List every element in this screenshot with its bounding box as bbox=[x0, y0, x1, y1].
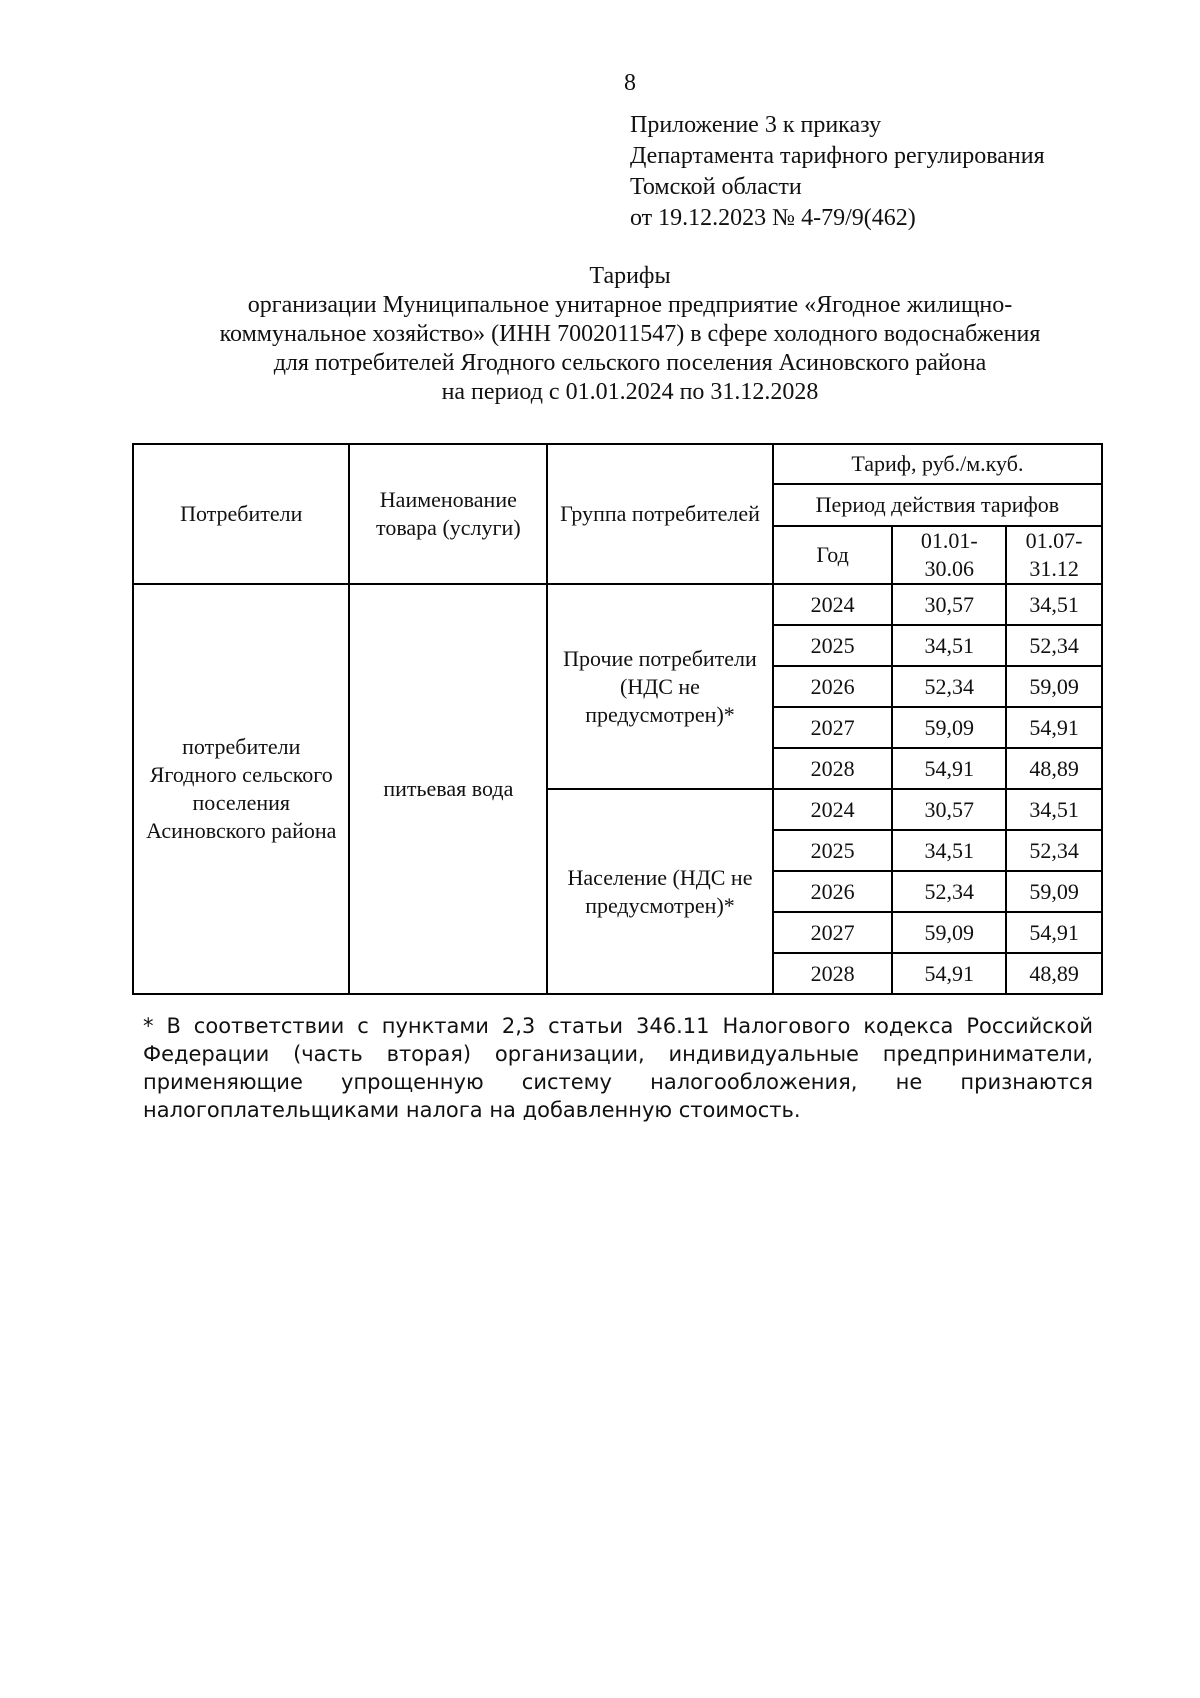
header-tariff: Тариф, руб./м.куб. bbox=[773, 444, 1102, 484]
table-row bbox=[133, 584, 1102, 625]
year-cell: 2027 bbox=[773, 912, 893, 953]
tariff-h2-cell: 59,09 bbox=[1006, 871, 1102, 912]
page-number: 8 bbox=[624, 70, 636, 96]
tariff-table bbox=[132, 443, 1103, 995]
table-header-row bbox=[133, 444, 1102, 484]
header-second-half: 01.07- 31.12 bbox=[1006, 526, 1102, 584]
header-product: Наименование товара (услуги) bbox=[349, 444, 547, 584]
appendix-line: от 19.12.2023 № 4-79/9(462) bbox=[630, 205, 916, 231]
tariff-h1-cell: 54,91 bbox=[892, 953, 1006, 994]
header-year: Год bbox=[773, 526, 893, 584]
tariff-h2-cell: 34,51 bbox=[1006, 584, 1102, 625]
appendix-header bbox=[630, 110, 1045, 234]
tariff-h2-cell: 54,91 bbox=[1006, 912, 1102, 953]
year-cell: 2026 bbox=[773, 666, 893, 707]
year-cell: 2028 bbox=[773, 953, 893, 994]
year-cell: 2027 bbox=[773, 707, 893, 748]
tariff-h2-cell: 59,09 bbox=[1006, 666, 1102, 707]
document-title bbox=[130, 262, 1130, 407]
year-cell: 2024 bbox=[773, 584, 893, 625]
header-consumers: Потребители bbox=[133, 444, 349, 584]
tariff-h1-cell: 59,09 bbox=[892, 912, 1006, 953]
year-cell: 2024 bbox=[773, 789, 893, 830]
group-cell: Население (НДС не предусмотрен)* bbox=[547, 789, 773, 994]
year-cell: 2026 bbox=[773, 871, 893, 912]
title-line: организации Муниципальное унитарное предприятие «Ягодное жилищно- bbox=[247, 292, 1013, 318]
title-line: на период с 01.01.2024 по 31.12.2028 bbox=[441, 379, 819, 405]
appendix-line: Томской области bbox=[630, 174, 802, 200]
title-line: коммунальное хозяйство» (ИНН 7002011547) в сфере холодного водоснабжения bbox=[219, 321, 1041, 347]
footnote bbox=[143, 1012, 1093, 1124]
title-line: для потребителей Ягодного сельского поселения Асиновского района bbox=[273, 350, 987, 376]
tariff-h1-cell: 52,34 bbox=[892, 871, 1006, 912]
year-cell: 2025 bbox=[773, 625, 893, 666]
title-line: Тарифы bbox=[589, 263, 671, 289]
tariff-h2-cell: 48,89 bbox=[1006, 748, 1102, 789]
tariff-h1-cell: 54,91 bbox=[892, 748, 1006, 789]
year-cell: 2025 bbox=[773, 830, 893, 871]
tariff-h2-cell: 54,91 bbox=[1006, 707, 1102, 748]
tariff-h2-cell: 34,51 bbox=[1006, 789, 1102, 830]
consumers-cell: потребители Ягодного сельского поселения Асиновского района bbox=[133, 584, 349, 994]
footnote-text: * В соответствии с пунктами 2,3 статьи 346.11 Налогового кодекса Российской Федерации (часть вторая) организации, индивидуальные предприниматели, применяющие упрощенную систему налогообложения, не признаются налогоплательщиками налога на добавленную стоимость. bbox=[143, 1014, 1093, 1122]
header-group: Группа потребителей bbox=[547, 444, 773, 584]
header-first-half: 01.01- 30.06 bbox=[892, 526, 1006, 584]
appendix-line: Департамента тарифного регулирования bbox=[630, 143, 1045, 169]
tariff-h2-cell: 48,89 bbox=[1006, 953, 1102, 994]
tariff-h2-cell: 52,34 bbox=[1006, 625, 1102, 666]
tariff-h1-cell: 34,51 bbox=[892, 830, 1006, 871]
tariff-h1-cell: 59,09 bbox=[892, 707, 1006, 748]
group-cell: Прочие потребители (НДС не предусмотрен)* bbox=[547, 584, 773, 789]
tariff-h1-cell: 30,57 bbox=[892, 789, 1006, 830]
tariff-h1-cell: 34,51 bbox=[892, 625, 1006, 666]
header-period: Период действия тарифов bbox=[773, 484, 1102, 526]
product-cell: питьевая вода bbox=[349, 584, 547, 994]
tariff-h2-cell: 52,34 bbox=[1006, 830, 1102, 871]
appendix-line: Приложение 3 к приказу bbox=[630, 112, 882, 138]
year-cell: 2028 bbox=[773, 748, 893, 789]
tariff-h1-cell: 30,57 bbox=[892, 584, 1006, 625]
tariff-h1-cell: 52,34 bbox=[892, 666, 1006, 707]
